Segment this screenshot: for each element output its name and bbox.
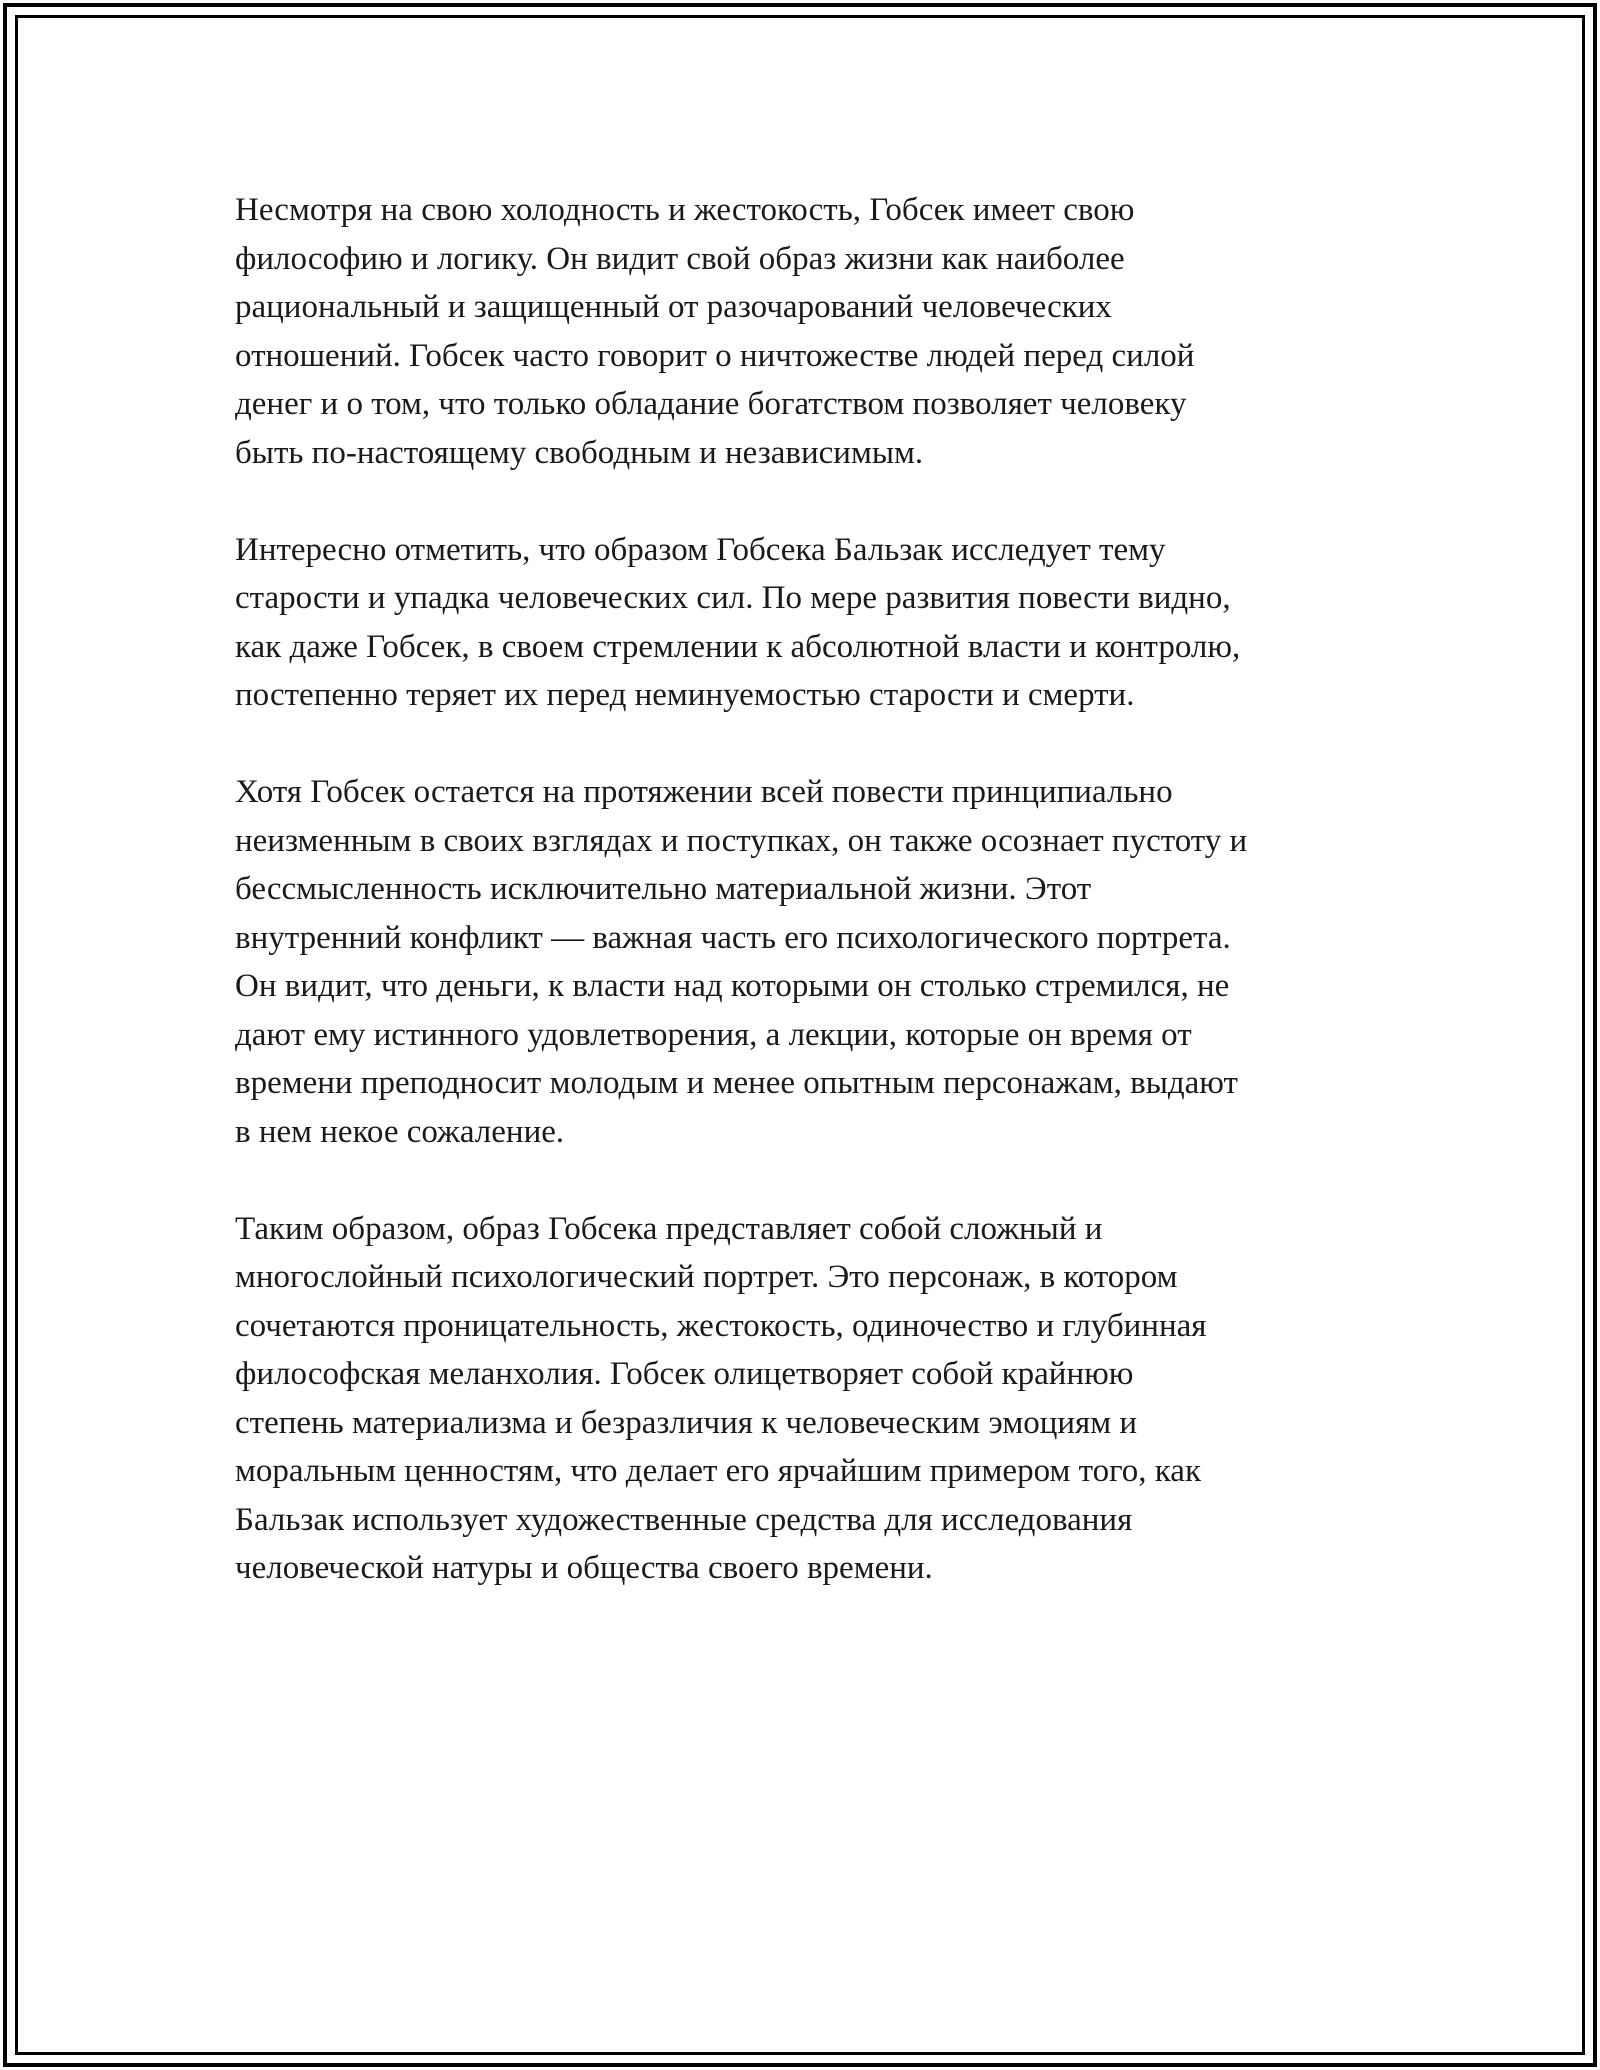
text-line: денег и о том, что только обладание богатством позволяет человеку — [235, 386, 1187, 422]
paragraph-1 — [235, 186, 1385, 477]
text-line: философию и логику. Он видит свой образ жизни как наиболее — [235, 240, 1125, 277]
text-line: как даже Гобсек, в своем стремлении к абсолютной власти и контролю, — [235, 628, 1241, 665]
text-line: Интересно отметить, что образом Гобсека Бальзак исследует тему — [235, 531, 1166, 568]
text-line: дают ему истинного удовлетворения, а лекции, которые он время от — [235, 1016, 1192, 1053]
text-line: постепенно теряет их перед неминуемостью старости и смерти. — [235, 677, 1135, 713]
text-line: внутренний конфликт — важная часть его психологического портрета. — [235, 919, 1231, 956]
paragraph-2 — [235, 526, 1385, 720]
text-line: Он видит, что деньги, к власти над которыми он столько стремился, не — [235, 968, 1230, 1004]
text-line: неизменным в своих взглядах и поступках, он также осознает пустоту и — [235, 822, 1248, 859]
text-line: сочетаются проницательность, жестокость, одиночество и глубинная — [235, 1307, 1207, 1344]
text-line: многослойный психологический портрет. Это персонаж, в котором — [235, 1259, 1178, 1295]
text-line: рациональный и защищенный от разочарований человеческих — [235, 289, 1112, 325]
document-body — [235, 186, 1385, 1641]
text-line: философская меланхолия. Гобсек олицетворяет собой крайнюю — [235, 1356, 1134, 1392]
text-line: Бальзак использует художественные средства для исследования — [235, 1501, 1133, 1538]
text-line: Таким образом, образ Гобсека представляет собой сложный и — [235, 1210, 1103, 1247]
text-line: степень материализма и безразличия к человеческим эмоциям и — [235, 1404, 1137, 1441]
paragraph-4 — [235, 1205, 1385, 1593]
text-line: Несмотря на свою холодность и жестокость, Гобсек имеет свою — [235, 192, 1135, 228]
text-line: человеческой натуры и общества своего времени. — [235, 1550, 933, 1586]
text-line: времени преподносит молодым и менее опытным персонажам, выдают — [235, 1065, 1238, 1101]
text-line: старости и упадка человеческих сил. По мере развития повести видно, — [235, 580, 1231, 616]
text-line: Хотя Гобсек остается на протяжении всей повести принципиально — [235, 774, 1173, 810]
paragraph-3 — [235, 768, 1385, 1156]
text-line: бессмысленность исключительно материальной жизни. Этот — [235, 871, 1092, 907]
text-line: в нем некое сожаление. — [235, 1113, 565, 1150]
text-line: быть по-настоящему свободным и независимым. — [235, 434, 924, 471]
text-line: отношений. Гобсек часто говорит о ничтожестве людей перед силой — [235, 337, 1195, 374]
text-line: моральным ценностям, что делает его ярчайшим примером того, как — [235, 1453, 1201, 1489]
